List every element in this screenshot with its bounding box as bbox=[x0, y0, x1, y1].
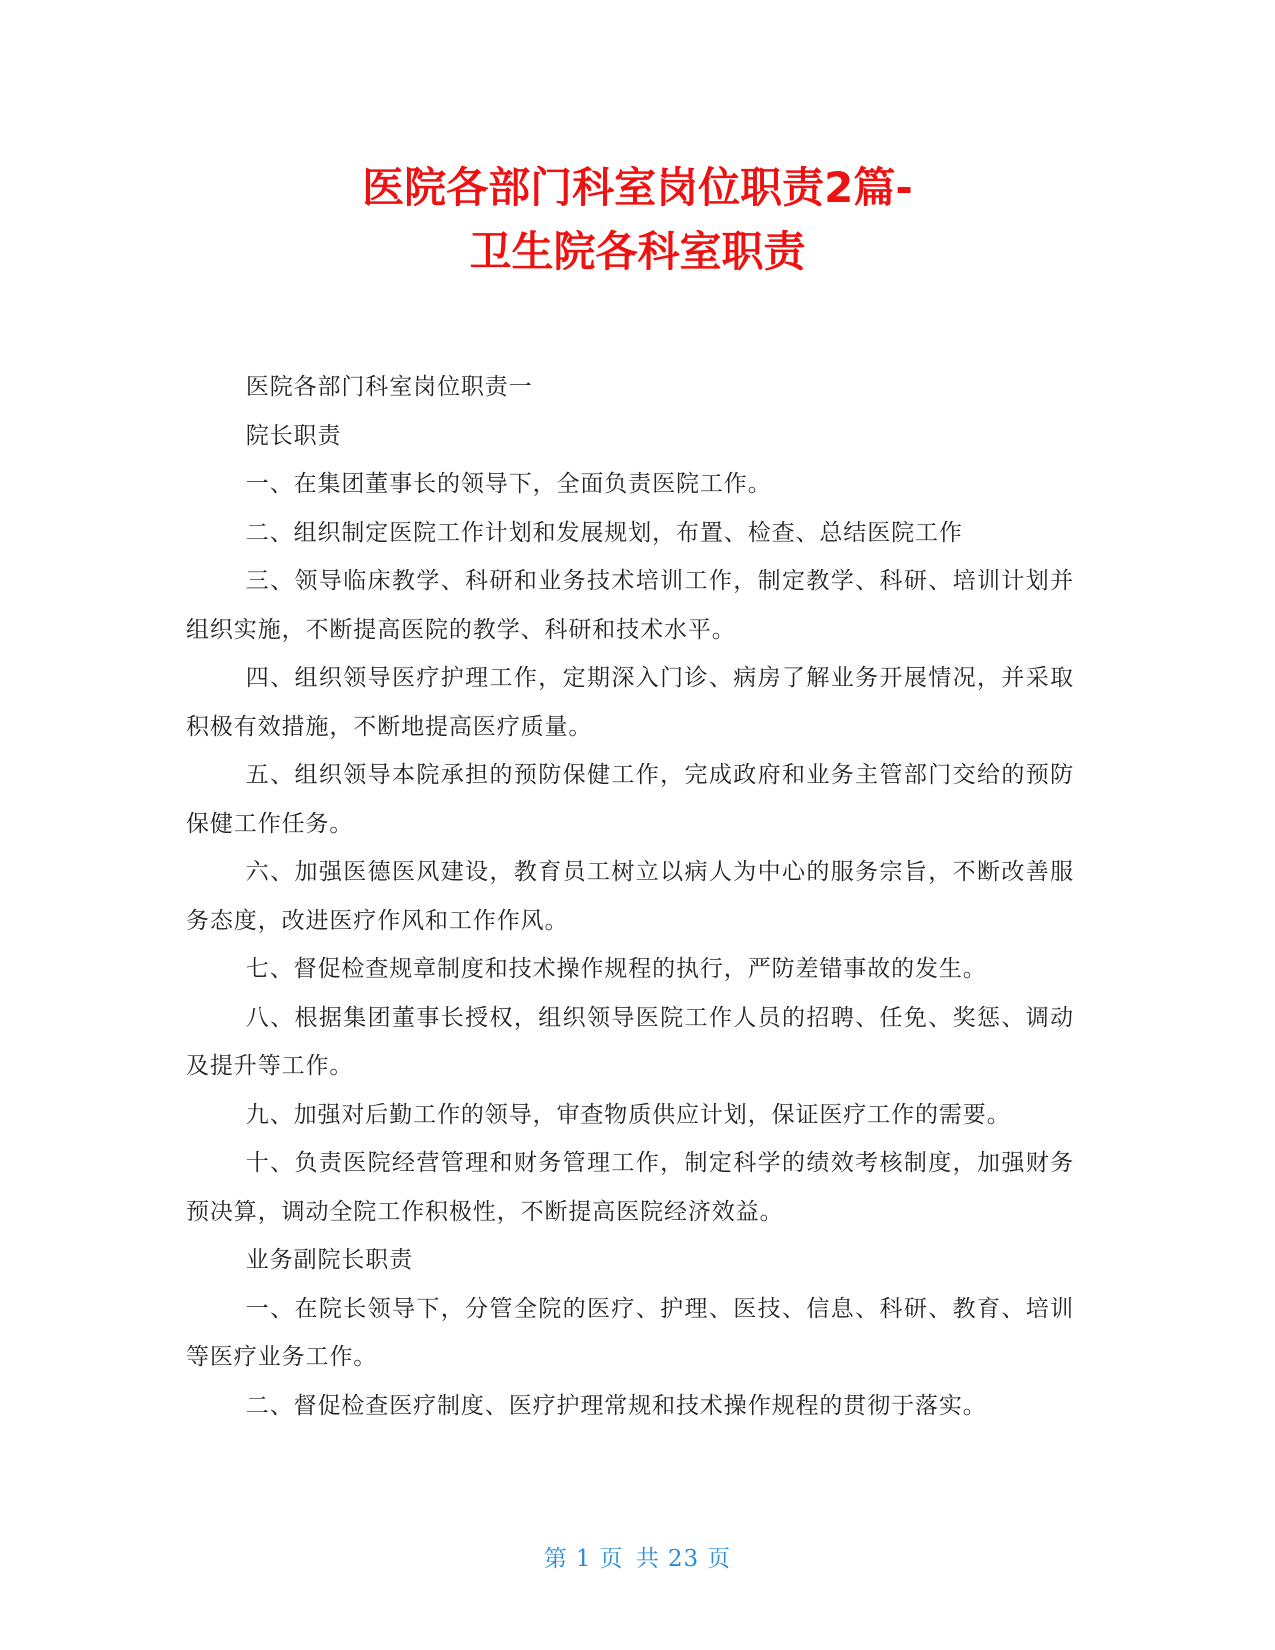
duty-item: 九、加强对后勤工作的领导，审查物质供应计划，保证医疗工作的需要。 bbox=[245, 1101, 1011, 1128]
duty-item: 十、负责医院经营管理和财务管理工作，制定科学的绩效考核制度，加强财务预决算，调动全院工作积极性，不断提高医院经济效益。 bbox=[186, 1150, 1074, 1225]
duty-item: 一、在院长领导下，分管全院的医疗、护理、医技、信息、科研、教育、培训等医疗业务工作。 bbox=[186, 1295, 1074, 1370]
document-title-line-2: 卫生院各科室职责 bbox=[469, 227, 806, 276]
subsection-heading: 业务副院长职责 bbox=[245, 1247, 414, 1273]
current-page-number: 1 bbox=[575, 1546, 592, 1572]
duty-item: 四、组织领导医疗护理工作，定期深入门诊、病房了解业务开展情况，并采取积极有效措施，不断地提高医疗质量。 bbox=[186, 665, 1074, 740]
section-heading: 医院各部门科室岗位职责一 bbox=[245, 374, 533, 400]
duty-item: 八、根据集团董事长授权，组织领导医院工作人员的招聘、任免、奖惩、调动及提升等工作。 bbox=[186, 1004, 1074, 1079]
document-title-line-1: 医院各部门科室岗位职责2篇- bbox=[362, 163, 913, 212]
duty-item: 三、领导临床教学、科研和业务技术培训工作，制定教学、科研、培训计划并组织实施，不断提高医院的教学、科研和技术水平。 bbox=[186, 568, 1074, 643]
subsection-heading: 院长职责 bbox=[245, 422, 342, 449]
duty-item: 六、加强医德医风建设，教育员工树立以病人为中心的服务宗旨，不断改善服务态度，改进医疗作风和工作作风。 bbox=[186, 859, 1074, 934]
duty-item: 五、组织领导本院承担的预防保健工作，完成政府和业务主管部门交给的预防保健工作任务。 bbox=[186, 762, 1074, 837]
document-title bbox=[0, 156, 1275, 284]
duty-item: 二、组织制定医院工作计划和发展规划，布置、检查、总结医院工作 bbox=[245, 519, 963, 546]
footer-middle: 页 共 bbox=[599, 1546, 660, 1572]
document-body bbox=[186, 363, 1074, 1430]
footer-suffix: 页 bbox=[707, 1546, 732, 1572]
page-footer bbox=[0, 1540, 1275, 1573]
duty-item: 一、在集团董事长的领导下，全面负责医院工作。 bbox=[245, 471, 772, 497]
duty-item: 二、督促检查医疗制度、医疗护理常规和技术操作规程的贯彻于落实。 bbox=[245, 1392, 987, 1419]
footer-prefix: 第 bbox=[543, 1546, 568, 1572]
duty-item: 七、督促检查规章制度和技术操作规程的执行，严防差错事故的发生。 bbox=[245, 956, 987, 982]
total-page-count: 23 bbox=[667, 1546, 700, 1572]
